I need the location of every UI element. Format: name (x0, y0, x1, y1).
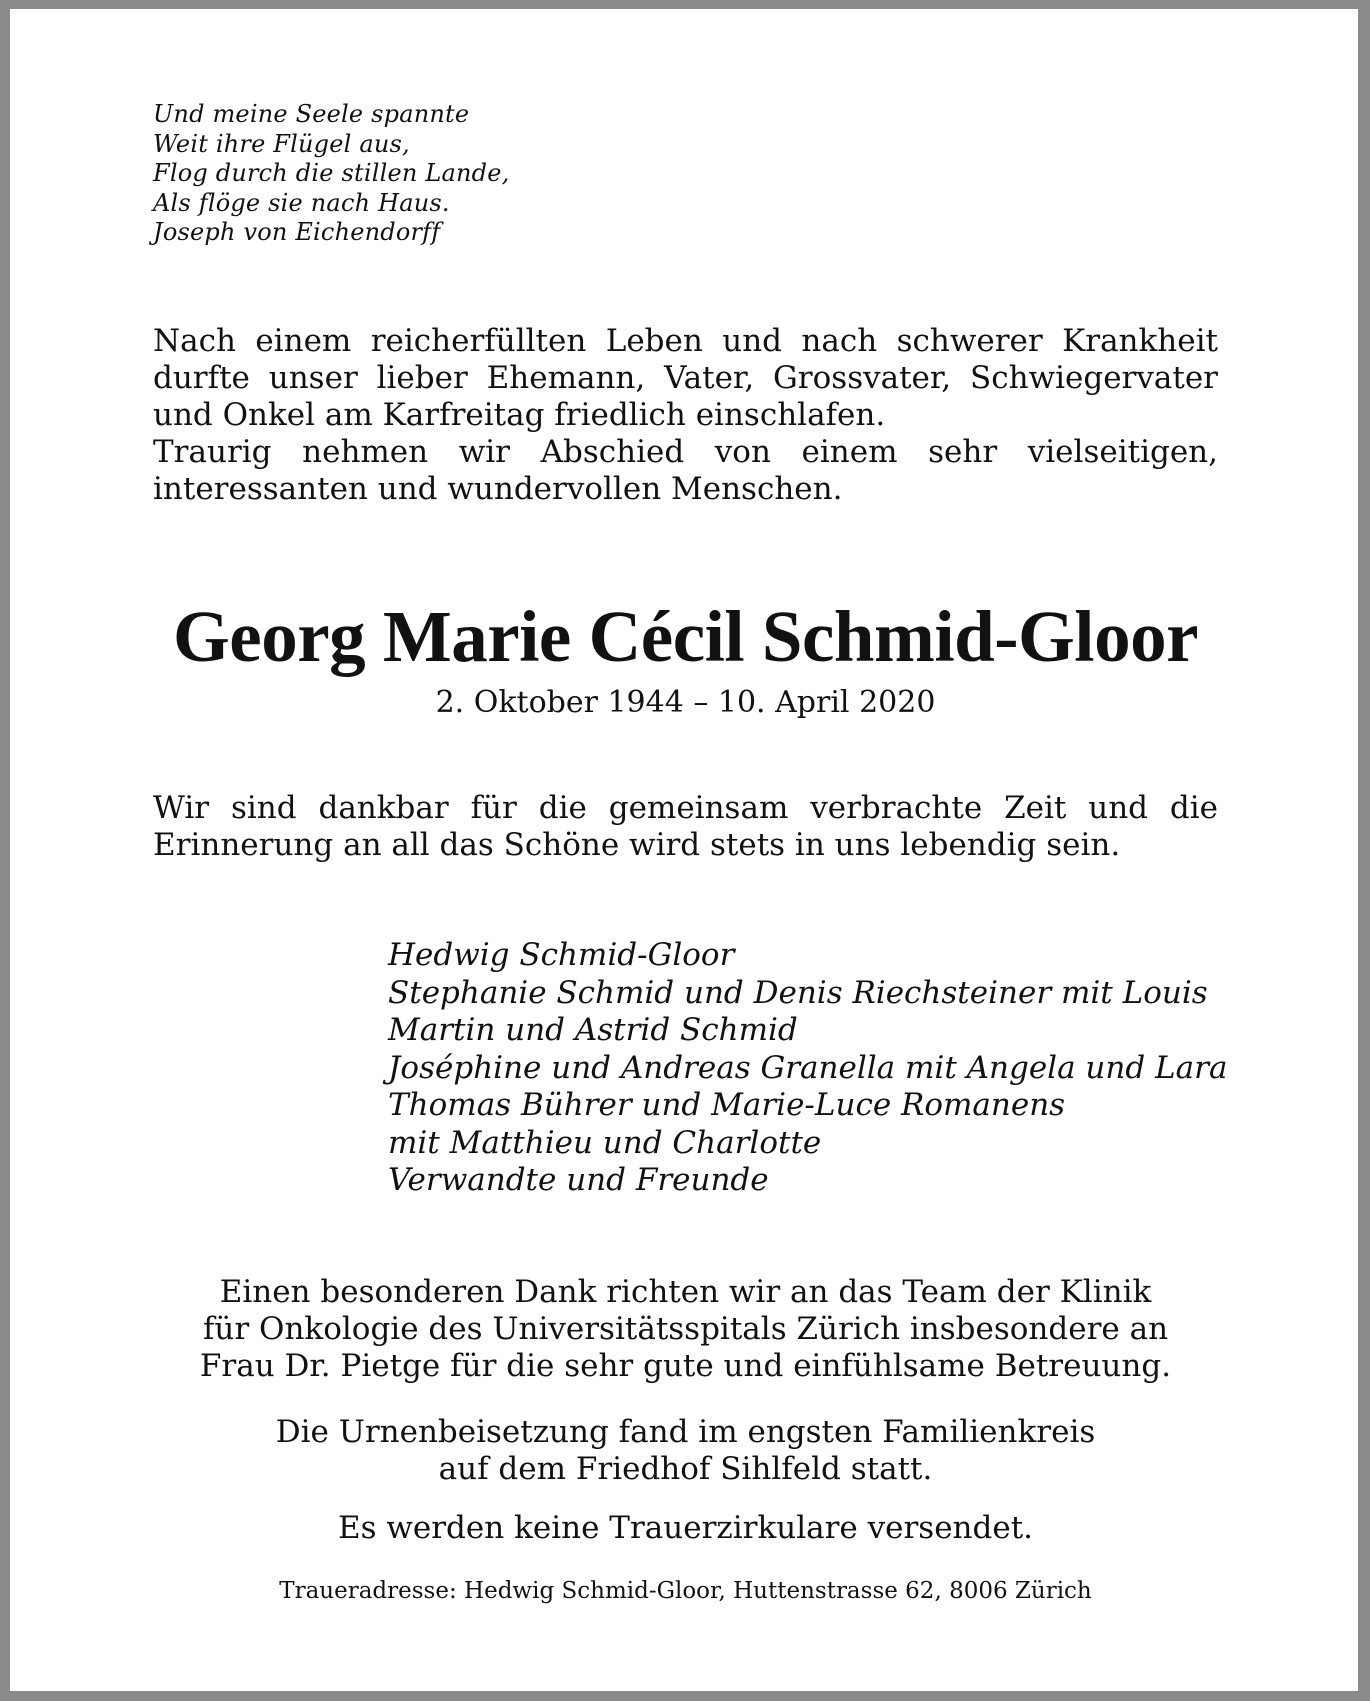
team-thanks (153, 1274, 1218, 1385)
family-member: mit Matthieu und Charlotte (388, 1124, 822, 1161)
poem-line: Weit ihre Flügel aus, (153, 129, 410, 158)
burial-notice (153, 1414, 1218, 1488)
family-member: Martin und Astrid Schmid (388, 1012, 798, 1048)
obituary-page (10, 9, 1358, 1691)
intro-line: interessanten und wundervollen Menschen. (153, 471, 843, 507)
team-thanks-line: für Onkologie des Universitätsspitals Zürich insbesondere an (202, 1311, 1169, 1347)
circulars-text: Es werden keine Trauerzirkulare versendet. (337, 1510, 1034, 1546)
intro-line: Nach einem reicherfüllten Leben und nach schwerer Krankheit (153, 323, 1218, 359)
family-member: Stephanie Schmid und Denis Riechsteiner mit Louis (388, 974, 1208, 1011)
thanks-paragraph (153, 790, 1218, 864)
poem (153, 100, 673, 248)
family-member: Hedwig Schmid-Gloor (388, 937, 735, 973)
deceased-name: Georg Marie Cécil Schmid-Gloor (173, 596, 1198, 677)
burial-line: Die Urnenbeisetzung fand im engsten Familienkreis (275, 1414, 1096, 1450)
intro-line: Traurig nehmen wir Abschied von einem sehr vielseitigen, (153, 434, 1218, 470)
intro-paragraph (153, 323, 1218, 508)
intro-line: und Onkel am Karfreitag friedlich einschlafen. (153, 397, 886, 433)
team-thanks-line: Einen besonderen Dank richten wir an das Team der Klinik (219, 1274, 1152, 1310)
family-member: Joséphine und Andreas Granella mit Angela und Lara (388, 1049, 1228, 1086)
family-member: Thomas Bührer und Marie-Luce Romanens (388, 1087, 1066, 1123)
poem-line: Und meine Seele spannte (153, 100, 470, 128)
family-member: Verwandte und Freunde (388, 1162, 769, 1198)
poem-author: Joseph von Eichendorff (153, 218, 441, 246)
life-dates: 2. Oktober 1944 – 10. April 2020 (435, 685, 936, 720)
circulars-notice (153, 1510, 1218, 1547)
poem-line: Flog durch die stillen Lande, (153, 159, 510, 187)
thanks-line: Wir sind dankbar für die gemeinsam verbrachte Zeit und die (153, 790, 1218, 826)
poem-line: Als flöge sie nach Haus. (153, 188, 450, 217)
burial-line: auf dem Friedhof Sihlfeld statt. (438, 1451, 933, 1487)
thanks-line: Erinnerung an all das Schöne wird stets in uns lebendig sein. (153, 827, 1121, 863)
mourning-address: Traueradresse: Hedwig Schmid-Gloor, Huttenstrasse 62, 8006 Zürich (279, 1578, 1092, 1604)
family-list (388, 937, 1248, 1200)
intro-line: durfte unser lieber Ehemann, Vater, Grossvater, Schwiegervater (153, 360, 1218, 396)
team-thanks-line: Frau Dr. Pietge für die sehr gute und einfühlsame Betreuung. (199, 1348, 1172, 1384)
